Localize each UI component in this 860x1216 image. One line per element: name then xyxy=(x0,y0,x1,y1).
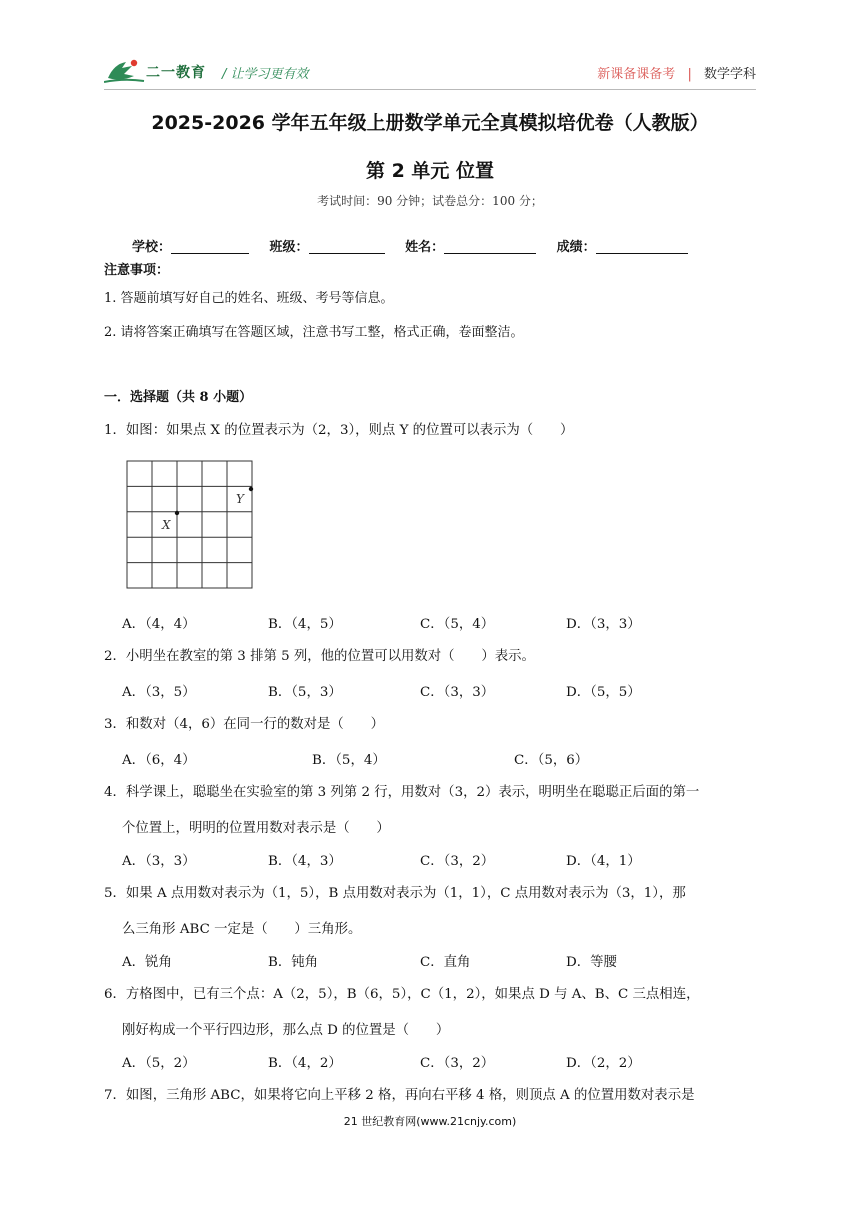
section-title: 一．选择题（共 8 小题） xyxy=(104,390,253,405)
name-field[interactable] xyxy=(405,236,536,255)
page-footer: 21 世纪教育网(www.21cnjy.com) xyxy=(343,1115,517,1128)
school-label: 学校： xyxy=(132,240,172,255)
option-d[interactable]: D．（3，3） xyxy=(566,617,641,632)
option-a[interactable]: A．（3，5） xyxy=(122,685,196,700)
school-field[interactable] xyxy=(132,236,249,255)
notice-heading: 注意事项： xyxy=(104,263,170,278)
label-y: Y xyxy=(236,492,244,506)
header-tag-red: 新课备课备考 xyxy=(597,67,676,82)
option-a[interactable]: A．（3，3） xyxy=(122,854,196,869)
label-x: X xyxy=(162,518,171,532)
class-label: 班级： xyxy=(269,240,309,255)
question-6-stem: 6．方格图中，已有三个点：A（2，5），B（6，5），C（1，2），如果点 D 与 A、B、C 三点相连， xyxy=(104,987,700,1002)
option-b[interactable]: B．（4，3） xyxy=(268,854,342,869)
name-label: 姓名： xyxy=(405,240,445,255)
option-d[interactable]: D．等腰 xyxy=(566,955,617,970)
score-label: 成绩： xyxy=(556,240,596,255)
brand-name: 二一教育 xyxy=(146,65,206,81)
question-1-grid-figure xyxy=(122,458,262,594)
question-1-stem: 1．如图：如果点 X 的位置表示为（2，3），则点 Y 的位置可以表示为（ ） xyxy=(104,423,574,438)
score-field[interactable] xyxy=(557,236,688,255)
option-a[interactable]: A．（6，4） xyxy=(122,753,196,768)
question-5-stem-cont: 么三角形 ABC 一定是（ ）三角形。 xyxy=(122,922,362,937)
class-field[interactable] xyxy=(270,236,385,255)
point-x xyxy=(175,511,179,515)
notice-item: 1. 答题前填写好自己的姓名、班级、考号等信息。 xyxy=(104,291,394,306)
option-a[interactable]: A．（4，4） xyxy=(122,617,196,632)
option-c[interactable]: C．（3，2） xyxy=(420,1056,495,1071)
header-rule xyxy=(104,89,756,90)
question-7-stem: 7．如图，三角形 ABC，如果将它向上平移 2 格，再向右平移 4 格，则顶点 A 的位置用数对表示是 xyxy=(104,1088,695,1103)
name-blank[interactable] xyxy=(444,239,536,254)
question-6-stem-cont: 刚好构成一个平行四边形，那么点 D 的位置是（ ） xyxy=(122,1023,450,1038)
option-d[interactable]: D．（4，1） xyxy=(566,854,641,869)
question-2-stem: 2．小明坐在教室的第 3 排第 5 列，他的位置可以用数对（ ）表示。 xyxy=(104,649,535,664)
option-c[interactable]: C．（3，2） xyxy=(420,854,495,869)
score-blank[interactable] xyxy=(596,239,688,254)
option-d[interactable]: D．（5，5） xyxy=(566,685,641,700)
header-subject: 数学学科 xyxy=(703,67,756,82)
question-5-stem: 5．如果 A 点用数对表示为（1，5），B 点用数对表示为（1，1），C 点用数对表示为（3，1），那 xyxy=(104,886,686,901)
option-b[interactable]: B．（5，4） xyxy=(312,753,386,768)
option-c[interactable]: C．（5，4） xyxy=(420,617,495,632)
option-b[interactable]: B．（4，2） xyxy=(268,1056,342,1071)
option-c[interactable]: C．直角 xyxy=(420,955,471,970)
paper-title: 2025-2026 学年五年级上册数学单元全真模拟培优卷（人教版） xyxy=(151,112,709,134)
header-separator: | xyxy=(687,67,692,82)
option-d[interactable]: D．（2，2） xyxy=(566,1056,641,1071)
student-fields xyxy=(132,236,704,255)
notice-item: 2. 请将答案正确填写在答题区域，注意书写工整，格式正确，卷面整洁。 xyxy=(104,325,524,340)
paper-subtitle: 第 2 单元 位置 xyxy=(365,160,495,182)
option-c[interactable]: C．（3，3） xyxy=(420,685,495,700)
option-b[interactable]: B．（5，3） xyxy=(268,685,342,700)
question-4-stem-cont: 个位置上，明明的位置用数对表示是（ ） xyxy=(122,821,390,836)
page-header xyxy=(0,0,860,100)
exam-info: 考试时间：90 分钟；试卷总分：100 分； xyxy=(317,194,543,208)
question-3-stem: 3．和数对（4，6）在同一行的数对是（ ） xyxy=(104,717,384,732)
option-a[interactable]: A．锐角 xyxy=(122,955,172,970)
class-blank[interactable] xyxy=(309,239,385,254)
slogan: / 让学习更有效 xyxy=(222,67,309,82)
school-blank[interactable] xyxy=(171,239,249,254)
option-c[interactable]: C．（5，6） xyxy=(514,753,589,768)
point-y xyxy=(249,487,253,491)
question-4-stem: 4．科学课上，聪聪坐在实验室的第 3 列第 2 行，用数对（3，2）表示，明明坐在聪聪正后面的第一 xyxy=(104,785,700,800)
option-b[interactable]: B．钝角 xyxy=(268,955,319,970)
option-a[interactable]: A．（5，2） xyxy=(122,1056,196,1071)
header-right xyxy=(597,63,756,82)
grid-lines xyxy=(127,461,252,588)
option-b[interactable]: B．（4，5） xyxy=(268,617,342,632)
